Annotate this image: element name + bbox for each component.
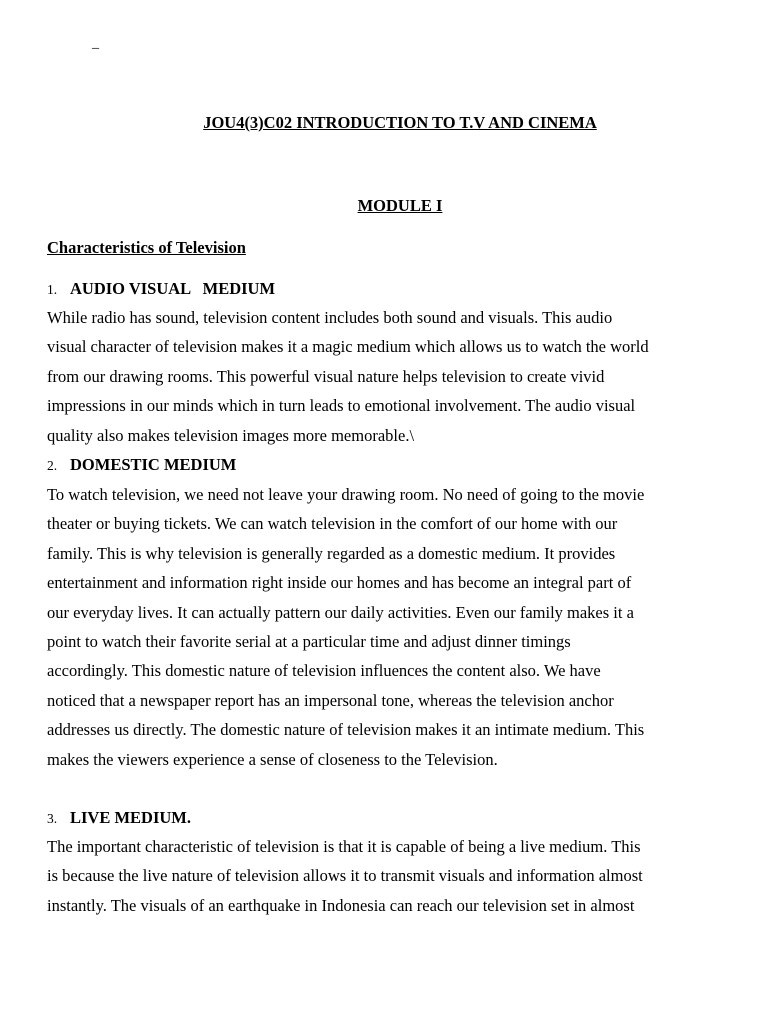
item-heading-label: AUDIO VISUAL MEDIUM [70,279,276,298]
paragraph-line: The important characteristic of television is that it is capable of being a live medium. This [47,837,641,856]
paragraph-line: entertainment and information right inside our homes and has become an integral part of [47,573,632,593]
item-heading-domestic [47,455,236,476]
item-heading-label: LIVE MEDIUM. [70,808,192,827]
paragraph-line: from our drawing rooms. This powerful visual nature helps television to create vivid [47,366,605,386]
item-number: 2. [47,458,58,473]
paragraph-line: our everyday lives. It can actually pattern our daily activities. Even our family makes it a [47,602,634,622]
item-heading-live [47,808,191,829]
paragraph-line: While radio has sound, television content includes both sound and visuals. This audio [47,308,613,327]
item-number: 3. [47,811,58,826]
paragraph-line: noticed that a newspaper report has an impersonal tone, whereas the television anchor [47,690,614,710]
paragraph-line: quality also makes television images more memorable.\ [47,425,415,445]
item-heading-audio-visual [47,279,275,300]
paragraph-line: visual character of television makes it a magic medium which allows us to watch the world [47,337,649,357]
paragraph-line: family. This is why television is generally regarded as a domestic medium. It provides [47,543,616,563]
course-title: JOU4(3)C02 INTRODUCTION TO T.V AND CINEMA [203,113,597,132]
paragraph-line: point to watch their favorite serial at a particular time and adjust dinner timings [47,632,571,652]
paragraph-domestic [47,480,715,774]
section-heading: Characteristics of Television [47,238,246,257]
paragraph-line: makes the viewers experience a sense of closeness to the Television. [47,749,498,769]
item-heading-label: DOMESTIC MEDIUM [70,455,237,474]
paragraph-line: is because the live nature of television allows it to transmit visuals and information almost [47,866,643,886]
corner-mark: _ [92,36,99,51]
paragraph-audio-visual [47,303,715,450]
paragraph-line: instantly. The visuals of an earthquake in Indonesia can reach our television set in almost [47,895,635,915]
paragraph-line: theater or buying tickets. We can watch television in the comfort of our home with our [47,514,618,534]
paragraph-line: impressions in our minds which in turn leads to emotional involvement. The audio visual [47,396,636,416]
paragraph-line: addresses us directly. The domestic nature of television makes it an intimate medium. This [47,720,645,740]
paragraph-line: To watch television, we need not leave your drawing room. No need of going to the movie [47,485,645,504]
item-number: 1. [47,282,58,297]
paragraph-live [47,832,715,920]
paragraph-line: accordingly. This domestic nature of television influences the content also. We have [47,661,601,681]
module-title: MODULE I [357,196,443,215]
